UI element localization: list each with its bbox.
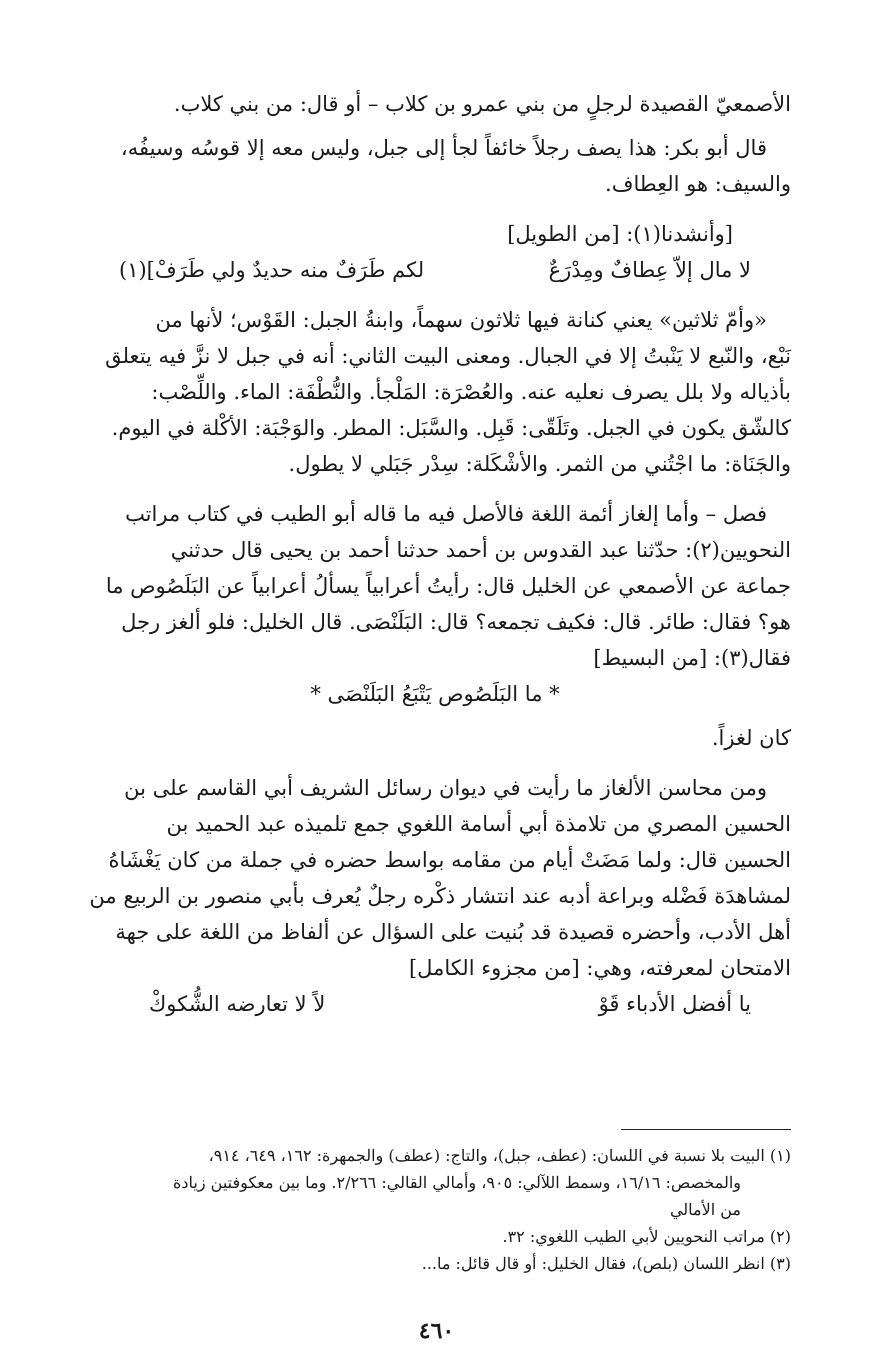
text-line: كان لغزاً. <box>711 726 791 750</box>
text-line: والجَنَاة: ما اجْتُني من الثمر. والأشْكَلة: سِدْر جَبَلي لا يطول. <box>288 452 791 476</box>
verse-hemistich-second: لكم طَرَفٌ منه حديدٌ ولي طَرَفْ](١) <box>119 258 425 282</box>
text-line: بأذياله ولا بلل يصرف نعليه عنه. والعُصْرَة: المَلْجأ. والنُّطْفَة: الماء. واللِّصْب: <box>151 380 791 404</box>
verse-line-centered: * ما البَلَصُوص يَتْبَعُ البَلَنْصَى * <box>310 682 560 706</box>
text-line: ومن محاسن الألغاز ما رأيت في ديوان رسائل الشريف أبي القاسم على بن <box>124 776 767 800</box>
footnote-line: (١) البيت بلا نسبة في اللسان: (عطف، جبل)، والتاج: (عطف) والجمهرة: ١٦٢، ٦٤٩، ٩١٤، <box>208 1146 791 1165</box>
verse-hemistich-first: لا مال إلاّ عِطافٌ ومِدْرَعٌ <box>548 258 751 282</box>
verse-line <box>79 252 791 288</box>
text-line: جماعة عن الأصمعي عن الخليل قال: رأيتُ أعرابياً يسألُ أعرابياً عن البَلَصُوص ما <box>105 574 791 598</box>
text-line: والسيف: هو العِطاف. <box>605 172 791 196</box>
text-line: نَبْع، والنّبع لا يَنْبتُ إلا في الجبال. ومعنى البيت الثاني: أنه في جبل لا نزَّ فيه يتعلق <box>105 344 791 368</box>
text-line: «وأمّ ثلاثين» يعني كنانة فيها ثلاثون سهماً، وابنةُ الجبل: القَوْس؛ لأنها من <box>155 308 767 332</box>
text-line: الامتحان لمعرفته، وهي: [من مجزوء الكامل] <box>408 956 791 980</box>
text-line: النحويين(٢): حدّثنا عبد القدوس بن أحمد حدثنا أحمد بن يحيى قال حدثني <box>170 538 791 562</box>
verse-line <box>79 986 791 1022</box>
text-line: قال أبو بكر: هذا يصف رجلاً خائفاً لجأ إلى جبل، وليس معه إلا قوسُه وسيفُه، <box>120 136 767 160</box>
text-line: الحسين قال: ولما مَضَتْ أيام من مقامه بواسط حضره في جملة من كان يَغْشَاهُ <box>108 848 791 872</box>
footnote-line: (٢) مراتب النحويين لأبي الطيب اللغوي: ٣٢. <box>502 1227 791 1246</box>
footnote-line: (٣) انظر اللسان (بلص)، فقال الخليل: أو قال قائل: ما... <box>421 1254 791 1273</box>
text-line: الحسين المصري من تلامذة أبي أسامة اللغوي جمع تلميذه عبد الحميد بن <box>166 812 791 836</box>
text-line: كالشّق يكون في الجبل. وتَلَقّى: قَبِل. والسَّبَل: المطر. والوَجْبَة: الأكْلة في اليوم. <box>111 416 791 440</box>
verse-intro: [وأنشدنا(١): [من الطويل] <box>507 222 733 246</box>
text-line: الأصمعيّ القصيدة لرجلٍ من بني عمرو بن كلاب – أو قال: من بني كلاب. <box>173 92 791 116</box>
text-line: فقال(٣): [من البسيط] <box>593 646 791 670</box>
text-line: لمشاهدَة فَضْله وبراعة أدبه عند انتشار ذكْره رجلٌ يُعرف بأبي منصور بن الربيع من <box>89 884 791 908</box>
verse-hemistich-second: لاً لا تعارضه الشُّكوكْ <box>149 992 326 1016</box>
text-line: أهل الأدب، وأحضره قصيدة قد بُنيت على السؤال عن ألفاظ من اللغة على جهة <box>115 920 791 944</box>
text-line: هو؟ فقال: طائر. قال: فكيف تجمعه؟ قال: البَلَنْصَى. قال الخليل: فلو ألغز رجل <box>121 610 791 634</box>
footnote-separator <box>621 1129 791 1130</box>
footnote-line: والمخصص: ١٦/١٦، وسمط اللآلي: ٩٠٥، وأمالي القالي: ٢/٢٦٦. وما بين معكوفتين زيادة <box>173 1173 741 1192</box>
footnote-line: من الأمالي <box>669 1200 741 1219</box>
footnotes <box>79 1142 791 1277</box>
verse-hemistich-first: يا أفضل الأدباء قَوْ <box>598 992 751 1016</box>
section-start: فصل – وأما إلغاز أئمة اللغة فالأصل فيه ما قاله أبو الطيب في كتاب مراتب <box>125 502 767 526</box>
page-number: ٤٦٠ <box>418 1318 455 1344</box>
main-text <box>79 86 791 1022</box>
